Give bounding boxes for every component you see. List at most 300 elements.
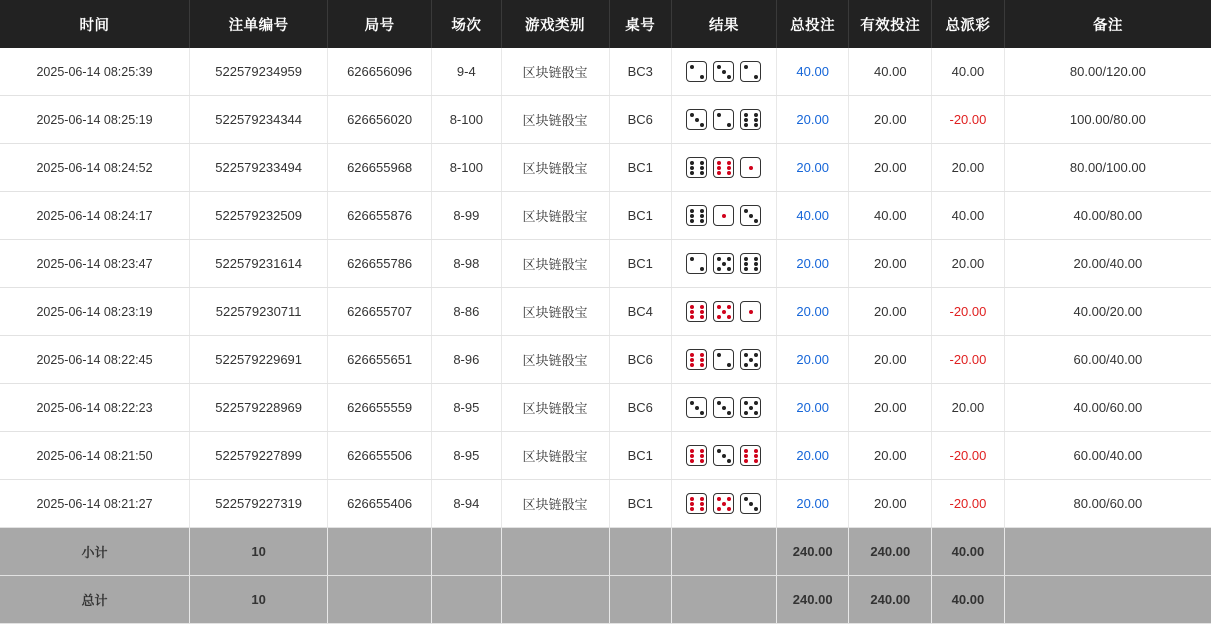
cell-time-text: 2025-06-14 08:25:39	[36, 64, 153, 79]
die-face-6	[686, 445, 707, 466]
die-pip	[700, 171, 704, 175]
die-pip	[744, 401, 748, 405]
cell-total_bet-text[interactable]: 20.00	[796, 160, 829, 175]
dice-group	[673, 253, 775, 274]
cell-table_no-text: BC4	[627, 304, 653, 319]
die-face-6	[740, 109, 761, 130]
cell-round_id	[328, 240, 432, 288]
cell-round_id-text: 626655786	[347, 256, 413, 271]
column-header-session[interactable]: 场次	[432, 0, 502, 48]
die-pip	[754, 459, 758, 463]
die-pip	[744, 267, 748, 271]
summary-blank-cell	[501, 576, 609, 624]
die-pip	[754, 411, 758, 415]
dice-group	[673, 109, 775, 130]
die-pip	[744, 262, 748, 266]
summary-label	[0, 576, 190, 624]
summary-total-bet	[776, 528, 849, 576]
summary-blank-cell	[328, 576, 432, 624]
cell-remark-text: 80.00/100.00	[1069, 160, 1146, 175]
die-pip	[754, 449, 758, 453]
cell-valid_bet-text: 40.00	[874, 208, 907, 223]
cell-total_bet-text[interactable]: 40.00	[796, 64, 829, 79]
cell-valid_bet	[849, 192, 932, 240]
die-pip	[749, 358, 753, 362]
cell-bet_id-text: 522579229691	[215, 352, 303, 367]
die-pip	[690, 65, 694, 69]
die-pip	[744, 497, 748, 501]
die-pip	[717, 305, 721, 309]
die-face-3	[713, 397, 734, 418]
cell-valid_bet	[849, 240, 932, 288]
die-pip	[754, 353, 758, 357]
cell-time-text: 2025-06-14 08:21:50	[36, 448, 153, 463]
die-pip	[744, 459, 748, 463]
die-pip	[717, 353, 721, 357]
cell-game_type	[501, 144, 609, 192]
die-pip	[700, 75, 704, 79]
cell-bet_id	[190, 336, 328, 384]
cell-game_type	[501, 192, 609, 240]
cell-session	[432, 96, 502, 144]
summary-valid-bet-text: 240.00	[870, 544, 911, 559]
cell-bet_id-text: 522579227899	[215, 448, 303, 463]
cell-result-dice	[672, 240, 777, 288]
cell-game_type	[501, 384, 609, 432]
die-pip	[700, 166, 704, 170]
cell-total_bet-text[interactable]: 20.00	[796, 112, 829, 127]
cell-total_bet	[776, 48, 849, 96]
cell-valid_bet-text: 20.00	[874, 448, 907, 463]
cell-result-dice	[672, 432, 777, 480]
cell-game_type	[501, 240, 609, 288]
die-pip	[744, 257, 748, 261]
cell-round_id	[328, 288, 432, 336]
die-face-6	[713, 157, 734, 178]
die-pip	[727, 411, 731, 415]
cell-session	[432, 432, 502, 480]
cell-table_no	[609, 432, 672, 480]
cell-time-text: 2025-06-14 08:22:23	[36, 400, 153, 415]
column-header-payout[interactable]: 总派彩	[932, 0, 1005, 48]
cell-game_type-text: 区块链骰宝	[522, 65, 588, 80]
die-pip	[690, 363, 694, 367]
die-pip	[690, 497, 694, 501]
column-header-table_no[interactable]: 桌号	[609, 0, 672, 48]
cell-payout	[932, 336, 1005, 384]
cell-time-text: 2025-06-14 08:22:45	[36, 352, 153, 367]
dice-group	[673, 157, 775, 178]
die-pip	[722, 262, 726, 266]
cell-valid_bet	[849, 96, 932, 144]
cell-time	[0, 144, 190, 192]
summary-payout-text: 40.00	[951, 592, 985, 607]
die-pip	[717, 315, 721, 319]
die-pip	[690, 358, 694, 362]
die-pip	[690, 502, 694, 506]
dice-group	[673, 445, 775, 466]
column-header-total_bet[interactable]: 总投注	[776, 0, 849, 48]
die-pip	[749, 214, 753, 218]
cell-result-dice	[672, 192, 777, 240]
cell-game_type-text: 区块链骰宝	[522, 257, 588, 272]
cell-table_no	[609, 336, 672, 384]
die-face-6	[686, 301, 707, 322]
cell-total_bet-text[interactable]: 20.00	[796, 448, 829, 463]
die-face-2	[740, 61, 761, 82]
die-face-3	[713, 61, 734, 82]
table-header-row	[0, 0, 1211, 48]
table-row	[0, 192, 1211, 240]
column-header-result[interactable]: 结果	[672, 0, 777, 48]
cell-time-text: 2025-06-14 08:23:19	[36, 304, 153, 319]
summary-blank-cell	[432, 528, 502, 576]
cell-total_bet	[776, 144, 849, 192]
cell-round_id-text: 626655876	[347, 208, 413, 223]
summary-blank-cell	[432, 576, 502, 624]
die-pip	[727, 497, 731, 501]
table-header	[0, 0, 1211, 48]
summary-count	[190, 576, 328, 624]
summary-payout	[932, 576, 1005, 624]
dice-group	[673, 205, 775, 226]
summary-total-bet	[776, 576, 849, 624]
table-row	[0, 432, 1211, 480]
cell-session-text: 8-95	[453, 448, 480, 463]
die-pip	[722, 406, 726, 410]
summary-valid-bet	[849, 528, 932, 576]
die-pip	[695, 406, 699, 410]
die-pip	[744, 123, 748, 127]
cell-session	[432, 480, 502, 528]
cell-time	[0, 192, 190, 240]
summary-count-text: 10	[251, 592, 266, 607]
die-pip	[700, 123, 704, 127]
die-pip	[744, 411, 748, 415]
die-pip	[754, 507, 758, 511]
die-face-1	[740, 301, 761, 322]
cell-game_type-text: 区块链骰宝	[522, 497, 588, 512]
cell-game_type	[501, 96, 609, 144]
die-pip	[690, 353, 694, 357]
cell-remark-text: 60.00/40.00	[1073, 448, 1143, 463]
table-row	[0, 384, 1211, 432]
die-face-5	[740, 397, 761, 418]
die-pip	[700, 411, 704, 415]
column-header-remark[interactable]: 备注	[1004, 0, 1211, 48]
die-pip	[727, 315, 731, 319]
die-pip	[700, 209, 704, 213]
cell-valid_bet-text: 40.00	[874, 64, 907, 79]
die-pip	[744, 363, 748, 367]
cell-round_id-text: 626655506	[347, 448, 413, 463]
die-pip	[727, 507, 731, 511]
cell-remark-text: 100.00/80.00	[1069, 112, 1146, 127]
summary-count-text: 10	[251, 544, 266, 559]
die-face-2	[686, 61, 707, 82]
cell-payout	[932, 192, 1005, 240]
cell-payout	[932, 480, 1005, 528]
cell-time	[0, 336, 190, 384]
cell-time	[0, 384, 190, 432]
cell-game_type	[501, 432, 609, 480]
cell-time-text: 2025-06-14 08:25:19	[36, 112, 153, 127]
cell-bet_id	[190, 240, 328, 288]
column-header-valid_bet[interactable]: 有效投注	[849, 0, 932, 48]
cell-total_bet	[776, 288, 849, 336]
cell-table_no	[609, 144, 672, 192]
cell-remark	[1004, 96, 1211, 144]
table-row	[0, 96, 1211, 144]
die-pip	[695, 118, 699, 122]
cell-remark	[1004, 48, 1211, 96]
cell-round_id-text: 626655707	[347, 304, 413, 319]
cell-payout	[932, 144, 1005, 192]
table-row	[0, 240, 1211, 288]
die-face-5	[713, 493, 734, 514]
cell-session-text: 9-4	[456, 64, 476, 79]
cell-round_id	[328, 144, 432, 192]
cell-session	[432, 288, 502, 336]
cell-result-dice	[672, 96, 777, 144]
cell-valid_bet-text: 20.00	[874, 496, 907, 511]
cell-session	[432, 192, 502, 240]
cell-valid_bet-text: 20.00	[874, 160, 907, 175]
table-row	[0, 336, 1211, 384]
cell-session-text: 8-94	[453, 496, 480, 511]
cell-payout-text: 40.00	[951, 208, 985, 223]
cell-remark	[1004, 384, 1211, 432]
cell-time	[0, 480, 190, 528]
cell-time-text: 2025-06-14 08:24:17	[36, 208, 153, 223]
die-pip	[690, 454, 694, 458]
die-pip	[754, 454, 758, 458]
die-pip	[690, 166, 694, 170]
die-pip	[744, 65, 748, 69]
dice-group	[673, 301, 775, 322]
cell-session	[432, 336, 502, 384]
column-header-game_type[interactable]: 游戏类别	[501, 0, 609, 48]
die-pip	[717, 449, 721, 453]
cell-bet_id	[190, 192, 328, 240]
cell-payout-text: 20.00	[951, 256, 985, 271]
cell-round_id	[328, 48, 432, 96]
cell-payout-text: -20.00	[949, 112, 987, 127]
die-pip	[700, 310, 704, 314]
cell-round_id	[328, 96, 432, 144]
summary-total-bet-text: 240.00	[792, 592, 833, 607]
die-face-6	[686, 493, 707, 514]
cell-game_type-text: 区块链骰宝	[522, 401, 588, 416]
cell-table_no	[609, 288, 672, 336]
cell-payout	[932, 288, 1005, 336]
cell-remark	[1004, 288, 1211, 336]
die-pip	[690, 459, 694, 463]
die-pip	[690, 209, 694, 213]
die-pip	[754, 75, 758, 79]
die-face-5	[713, 253, 734, 274]
die-pip	[754, 401, 758, 405]
cell-table_no-text: BC1	[627, 496, 653, 511]
cell-time	[0, 432, 190, 480]
column-header-round_id[interactable]: 局号	[328, 0, 432, 48]
cell-total_bet-text[interactable]: 20.00	[796, 304, 829, 319]
die-pip	[754, 118, 758, 122]
die-pip	[690, 449, 694, 453]
die-pip	[754, 267, 758, 271]
die-face-3	[740, 205, 761, 226]
die-pip	[727, 166, 731, 170]
cell-table_no-text: BC1	[627, 160, 653, 175]
die-pip	[700, 358, 704, 362]
cell-result-dice	[672, 288, 777, 336]
summary-label-text: 总计	[81, 593, 108, 608]
die-pip	[700, 161, 704, 165]
cell-total_bet	[776, 192, 849, 240]
cell-total_bet-text[interactable]: 20.00	[796, 400, 829, 415]
cell-total_bet	[776, 336, 849, 384]
die-pip	[717, 161, 721, 165]
die-pip	[727, 161, 731, 165]
summary-label-text: 小计	[81, 545, 108, 560]
cell-session	[432, 240, 502, 288]
die-pip	[700, 214, 704, 218]
die-face-6	[740, 253, 761, 274]
die-face-6	[686, 349, 707, 370]
die-pip	[749, 502, 753, 506]
cell-round_id	[328, 192, 432, 240]
cell-time	[0, 288, 190, 336]
cell-table_no-text: BC6	[627, 112, 653, 127]
die-face-3	[686, 109, 707, 130]
summary-blank-cell	[672, 528, 777, 576]
cell-round_id-text: 626655651	[347, 352, 413, 367]
cell-payout	[932, 48, 1005, 96]
cell-game_type	[501, 48, 609, 96]
cell-time	[0, 96, 190, 144]
cell-table_no-text: BC3	[627, 64, 653, 79]
cell-payout	[932, 96, 1005, 144]
die-face-3	[713, 445, 734, 466]
cell-bet_id	[190, 288, 328, 336]
die-pip	[717, 507, 721, 511]
cell-game_type-text: 区块链骰宝	[522, 161, 588, 176]
cell-round_id-text: 626655559	[347, 400, 413, 415]
cell-remark	[1004, 240, 1211, 288]
cell-round_id-text: 626655406	[347, 496, 413, 511]
die-pip	[700, 305, 704, 309]
cell-table_no-text: BC1	[627, 208, 653, 223]
die-pip	[754, 219, 758, 223]
cell-total_bet-text[interactable]: 20.00	[796, 496, 829, 511]
cell-bet_id-text: 522579228969	[215, 400, 303, 415]
cell-time	[0, 48, 190, 96]
die-pip	[722, 310, 726, 314]
cell-bet_id-text: 522579233494	[215, 160, 303, 175]
die-pip	[690, 161, 694, 165]
cell-round_id-text: 626656020	[347, 112, 413, 127]
die-face-5	[713, 301, 734, 322]
die-pip	[744, 209, 748, 213]
cell-session	[432, 144, 502, 192]
die-face-2	[713, 349, 734, 370]
die-face-1	[713, 205, 734, 226]
die-pip	[700, 502, 704, 506]
cell-total_bet-text[interactable]: 40.00	[796, 208, 829, 223]
cell-bet_id	[190, 96, 328, 144]
summary-blank-cell	[609, 528, 672, 576]
cell-total_bet	[776, 432, 849, 480]
die-pip	[700, 454, 704, 458]
die-pip	[727, 257, 731, 261]
die-pip	[749, 166, 753, 170]
die-pip	[690, 401, 694, 405]
cell-bet_id	[190, 384, 328, 432]
cell-total_bet	[776, 96, 849, 144]
summary-count	[190, 528, 328, 576]
cell-table_no	[609, 192, 672, 240]
die-pip	[700, 449, 704, 453]
cell-session-text: 8-100	[449, 160, 483, 175]
cell-remark-text: 40.00/80.00	[1073, 208, 1143, 223]
die-pip	[727, 75, 731, 79]
cell-game_type-text: 区块链骰宝	[522, 305, 588, 320]
die-pip	[690, 507, 694, 511]
summary-valid-bet	[849, 576, 932, 624]
summary-blank-cell	[1004, 528, 1211, 576]
cell-table_no-text: BC6	[627, 352, 653, 367]
cell-round_id	[328, 336, 432, 384]
cell-table_no-text: BC6	[627, 400, 653, 415]
column-header-bet_id[interactable]: 注单编号	[190, 0, 328, 48]
die-pip	[700, 219, 704, 223]
cell-table_no	[609, 480, 672, 528]
cell-remark-text: 80.00/60.00	[1073, 496, 1143, 511]
die-face-3	[740, 493, 761, 514]
die-pip	[749, 310, 753, 314]
cell-bet_id-text: 522579230711	[215, 304, 302, 319]
table-row	[0, 144, 1211, 192]
die-pip	[717, 257, 721, 261]
die-pip	[727, 305, 731, 309]
cell-table_no	[609, 96, 672, 144]
cell-valid_bet-text: 20.00	[874, 304, 907, 319]
cell-remark	[1004, 192, 1211, 240]
cell-game_type	[501, 480, 609, 528]
cell-payout	[932, 384, 1005, 432]
die-pip	[690, 310, 694, 314]
die-face-6	[686, 205, 707, 226]
cell-remark-text: 40.00/20.00	[1073, 304, 1143, 319]
cell-result-dice	[672, 144, 777, 192]
cell-time-text: 2025-06-14 08:21:27	[36, 496, 153, 511]
cell-round_id	[328, 384, 432, 432]
die-pip	[754, 257, 758, 261]
cell-total_bet-text[interactable]: 20.00	[796, 352, 829, 367]
cell-bet_id	[190, 432, 328, 480]
cell-game_type	[501, 288, 609, 336]
die-pip	[754, 262, 758, 266]
die-pip	[717, 401, 721, 405]
column-header-time[interactable]: 时间	[0, 0, 190, 48]
die-pip	[700, 363, 704, 367]
cell-remark	[1004, 144, 1211, 192]
cell-bet_id-text: 522579231614	[215, 256, 303, 271]
cell-payout-text: -20.00	[949, 448, 987, 463]
die-pip	[690, 315, 694, 319]
cell-total_bet-text[interactable]: 20.00	[796, 256, 829, 271]
cell-table_no	[609, 48, 672, 96]
